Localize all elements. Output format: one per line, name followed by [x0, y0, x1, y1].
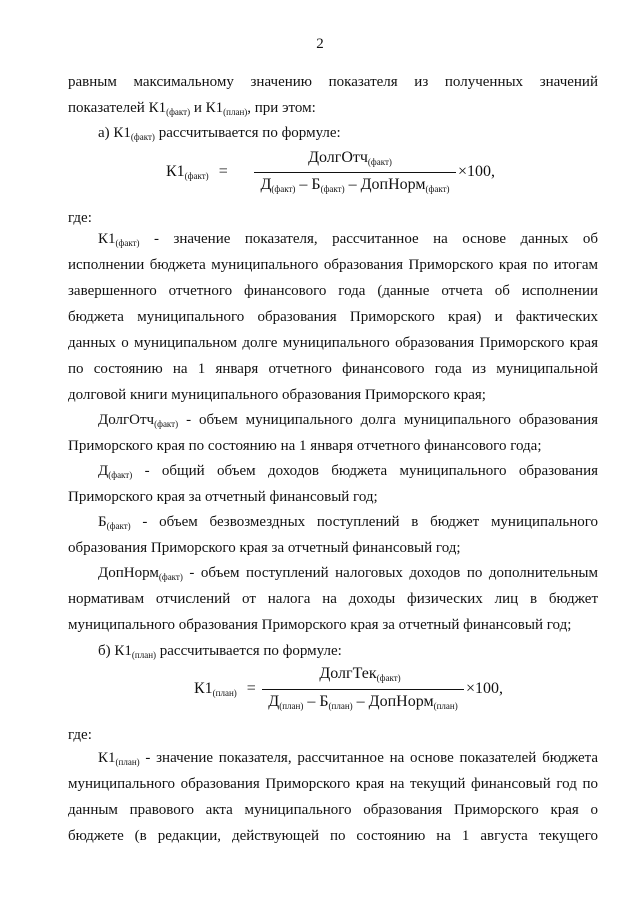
text-fragment: б) К1 [98, 643, 132, 659]
def-k1-fact-line-4: бюджета муниципального образования Приморского края) и фактических [68, 309, 598, 325]
intro-line-2 [68, 98, 316, 122]
fraction-bar [262, 689, 464, 690]
def-d-line-1 [98, 461, 598, 485]
term: Б [98, 514, 107, 530]
equals-sign: = [246, 680, 256, 697]
formula-denominator [260, 693, 466, 711]
subscript: (факт) [158, 572, 183, 582]
formula-symbol: К1 [194, 680, 213, 697]
def-dopnorm-line-1 [98, 563, 598, 587]
equals-sign: = [218, 163, 228, 180]
term: К1 [98, 231, 116, 247]
subscript: (факт) [184, 171, 209, 181]
subscript: (факт) [271, 184, 296, 194]
formula-multiplier: ×100, [458, 163, 496, 180]
where-label: где: [68, 727, 92, 743]
subscript: (план) [328, 701, 353, 711]
text-fragment: а) К1 [98, 125, 131, 141]
def-k1-plan-line-2: муниципального образования Приморского края на текущий финансовый год по [68, 776, 598, 792]
formula-lhs [194, 680, 256, 698]
subscript: (факт) [425, 184, 450, 194]
subscript: (план) [433, 701, 458, 711]
subscript: (план) [279, 701, 304, 711]
text-fragment: , при этом: [247, 100, 316, 116]
term: ДолгОтч [98, 412, 155, 428]
subscript: (факт) [130, 132, 155, 142]
formula-symbol: – Б [303, 693, 329, 710]
item-b-heading [98, 641, 342, 665]
subscript: (план) [223, 107, 248, 117]
formula-symbol: – ДопНорм [352, 693, 434, 710]
subscript: (план) [212, 688, 237, 698]
fraction-bar [254, 172, 456, 173]
def-k1-plan-line-4: бюджете (в редакции, действующей по состоянию на 1 августа текущего [68, 828, 598, 844]
def-dolgotch-line-1 [98, 410, 598, 434]
formula-numerator [252, 149, 448, 167]
formula-numerator [262, 665, 458, 683]
def-k1-fact-line-1 [98, 229, 598, 253]
text-fragment: рассчитывается по формуле: [156, 643, 342, 659]
term: Д [98, 463, 109, 479]
subscript: (факт) [320, 184, 345, 194]
subscript: (факт) [115, 238, 140, 248]
text-fragment: - объем поступлений налоговых доходов по дополнительным [182, 565, 598, 581]
subscript: (факт) [108, 470, 133, 480]
formula-symbol: – Б [295, 176, 321, 193]
text-fragment: рассчитывается по формуле: [154, 125, 341, 141]
intro-line-1: равным максимальному значению показателя из полученных значений [68, 74, 598, 90]
formula-symbol: Д [260, 176, 272, 193]
term: К1 [98, 750, 116, 766]
def-k1-plan-line-1 [98, 748, 598, 772]
text-fragment: - значение показателя, рассчитанное на основе показателей бюджета [139, 750, 598, 766]
formula-symbol: ДолгТек [319, 665, 377, 682]
def-b-line-1 [98, 512, 598, 536]
formula-symbol: Д [268, 693, 280, 710]
text-fragment: - значение показателя, рассчитанное на основе данных об [139, 231, 598, 247]
def-k1-fact-line-3: завершенного отчетного финансового года (данные отчета об исполнении [68, 283, 598, 299]
formula-lhs [166, 163, 228, 181]
item-a-heading [98, 123, 341, 147]
formula-symbol: – ДопНорм [344, 176, 426, 193]
def-dopnorm-line-3: муниципального образования Приморского края за отчетный финансовый год; [68, 617, 572, 633]
formula-symbol: ДолгОтч [308, 149, 368, 166]
text-fragment: - общий объем доходов бюджета муниципального образования [132, 463, 598, 479]
def-d-line-2: Приморского края за отчетный финансовый год; [68, 489, 378, 505]
subscript: (план) [115, 757, 140, 767]
def-k1-fact-line-5: данных о муниципальном долге муниципального образования Приморского края [68, 335, 598, 351]
subscript: (факт) [106, 521, 131, 531]
subscript: (факт) [367, 157, 392, 167]
formula-symbol: К1 [166, 163, 185, 180]
where-label: где: [68, 210, 92, 226]
def-k1-fact-line-7: долговой книги муниципального образования Приморского края; [68, 387, 486, 403]
subscript: (план) [131, 650, 157, 660]
def-k1-fact-line-6: по состоянию на 1 января отчетного финансового года из муниципальной [68, 361, 598, 377]
text-fragment: - объем муниципального долга муниципального образования [178, 412, 598, 428]
subscript: (факт) [154, 419, 179, 429]
def-k1-plan-line-3: данным правового акта муниципального образования Приморского края о [68, 802, 598, 818]
def-b-line-2: образования Приморского края за отчетный финансовый год; [68, 540, 461, 556]
text-fragment: - объем безвозмездных поступлений в бюджет муниципального [130, 514, 598, 530]
text-fragment: показателей К1 [68, 100, 167, 116]
term: ДопНорм [98, 565, 159, 581]
def-dolgotch-line-2: Приморского края по состоянию на 1 января отчетного финансового года; [68, 438, 542, 454]
formula-denominator [252, 176, 458, 194]
subscript: (факт) [166, 107, 191, 117]
text-fragment: и К1 [190, 100, 224, 116]
def-k1-fact-line-2: исполнении бюджета муниципального образования Приморского края по итогам [68, 257, 598, 273]
page-number: 2 [316, 36, 324, 52]
def-dopnorm-line-2: нормативам отчислений от налога на доходы физических лиц в бюджет [68, 591, 598, 607]
formula-multiplier: ×100, [466, 680, 504, 697]
subscript: (факт) [376, 673, 401, 683]
